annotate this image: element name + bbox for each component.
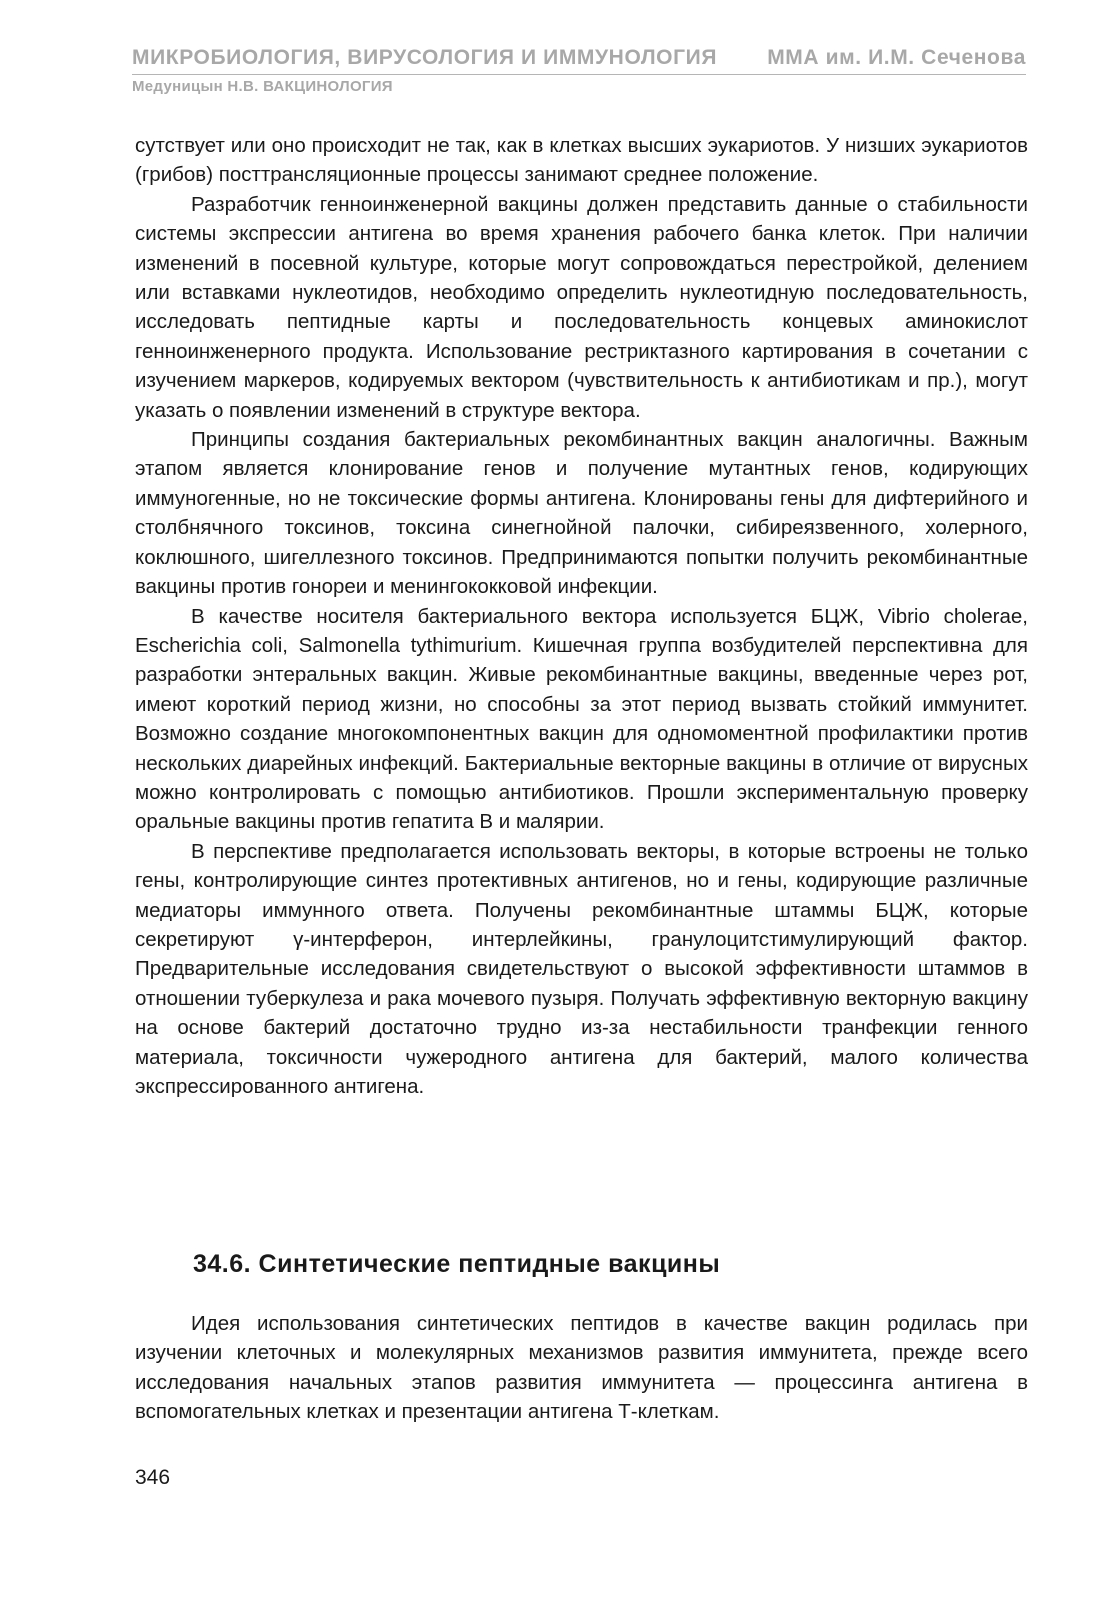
book-title: МИКРОБИОЛОГИЯ, ВИРУСОЛОГИЯ И ИММУНОЛОГИЯ [132, 46, 718, 69]
chapter-line: Медуницын Н.В. ВАКЦИНОЛОГИЯ [132, 78, 393, 95]
section-heading: 34.6. Синтетические пептидные вакцины [193, 1250, 721, 1278]
page-number: 346 [135, 1466, 171, 1489]
paragraph-2: Разработчик генноинженерной вакцины должен представить данные о стабильности системы экспрессии антигена во время хранения рабочего банка клеток. При наличии изменений в посевной культуре, которые могут сопровождаться перестройкой, делением или вставками нуклеотидов, необходимо определить нуклеотидную последовательность, исследовать пептидные карты и последовательность концевых аминокислот генноинженерного продукта. Использование рестриктазного картирования в сочетании с изучением маркеров, кодируемых вектором (чувствительность к антибиотикам и пр.), могут указать о появлении изменений в структуре вектора. [135, 192, 1028, 422]
paragraph-3: Принципы создания бактериальных рекомбинантных вакцин аналогичны. Важным этапом является клонирование генов и получение мутантных генов, кодирующих иммуногенные, но не токсические формы антигена. Клонированы гены для дифтерийного и столбнячного токсинов, токсина синегнойной палочки, сибиреязвенного, холерного, коклюшного, шигеллезного токсинов. Предпринимаются попытки получить рекомбинантные вакцины против гонореи и менингококковой инфекции. [135, 428, 1028, 599]
section-body [135, 1309, 1028, 1427]
paragraph-5: В перспективе предполагается использовать векторы, в которые встроены не только гены, контролирующие синтез протективных антигенов, но и гены, кодирующие различные медиаторы иммунного ответа. Получены рекомбинантные штаммы БЦЖ, которые секретируют γ-интерферон, интерлейкины, гранулоцитстимулирующий фактор. Предварительные исследования свидетельствуют о высокой эффективности штаммов в отношении туберкулеза и рака мочевого пузыря. Получать эффективную векторную вакцину на основе бактерий достаточно трудно из-за нестабильности транфекции генного материала, токсичности чужеродного антигена для бактерий, малого количества экспрессированного антигена. [135, 839, 1028, 1098]
page-body [135, 131, 1028, 1101]
section-paragraph: Идея использования синтетических пептидов в качестве вакцин родилась при изучении клеточных и молекулярных механизмов развития иммунитета, прежде всего исследования начальных этапов развития иммунитета — процессинга антигена в вспомогательных клетках и презентации антигена Т-клеткам. [135, 1312, 1028, 1424]
paragraph-4: В качестве носителя бактериального вектора используется БЦЖ, Vibrio cholerae, Escherichia coli, Salmonella tythimurium. Кишечная группа возбудителей перспективна для разработки энтеральных вакцин. Живые рекомбинантные вакцины, введенные через рот, имеют короткий период жизни, но способны за этот период вызвать стойкий иммунитет. Возможно создание многокомпонентных вакцин для одномоментной профилактики против нескольких диарейных инфекций. Бактериальные векторные вакцины в отличие от вирусных можно контролировать с помощью антибиотиков. Прошли экспериментальную проверку оральные вакцины против гепатита В и малярии. [135, 604, 1028, 834]
institution-name: ММА им. И.М. Сеченова [767, 46, 1026, 69]
paragraph-1: сутствует или оно происходит не так, как в клетках высших эукариотов. У низших эукариотов (грибов) посттрансляционные процессы занимают среднее положение. [135, 134, 1028, 187]
running-head-rule [132, 74, 1026, 75]
running-head [132, 46, 1026, 95]
running-head-top [132, 46, 1026, 70]
